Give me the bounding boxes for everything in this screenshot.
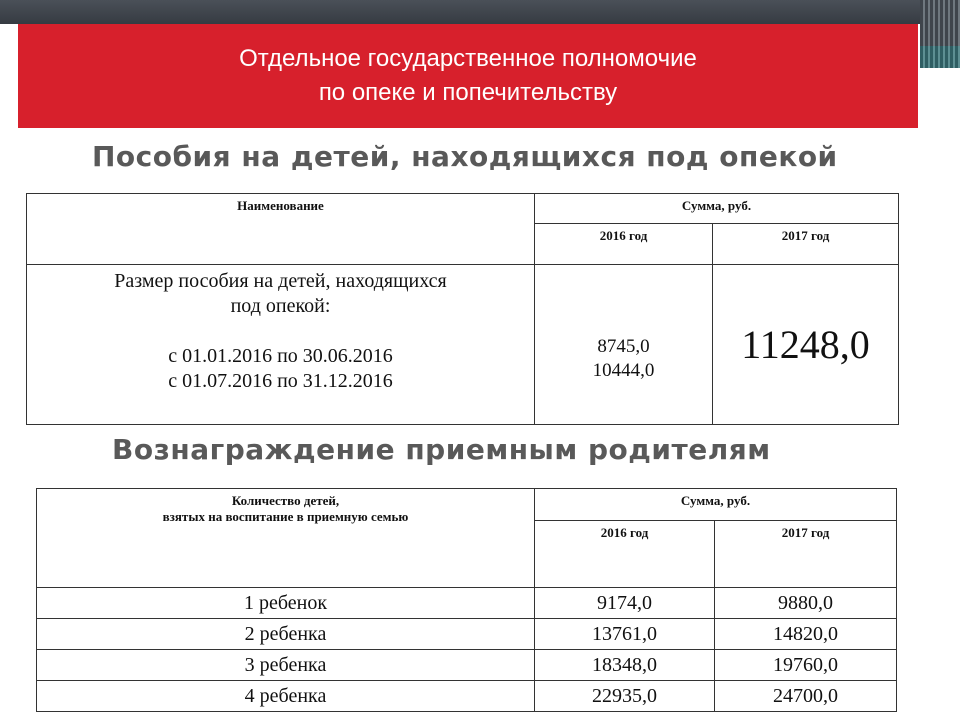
reward-heading: Вознаграждение приемным родителям <box>112 433 771 466</box>
value-2017: 11248,0 <box>713 265 899 425</box>
allowance-title-line1: Размер пособия на детей, находящихся <box>114 270 447 292</box>
allowance-table <box>26 193 899 425</box>
row-2017: 19760,0 <box>715 650 897 681</box>
slide-title-line1: Отдельное государственное полномочие <box>239 45 697 72</box>
table-row <box>37 681 897 712</box>
row-label: 4 ребенка <box>37 681 535 712</box>
reward-header-name <box>37 489 535 588</box>
reward-header-line2: взятых на воспитание в приемную семью <box>162 509 409 524</box>
reward-table <box>36 488 897 712</box>
value-2016-period2: 10444,0 <box>592 359 655 381</box>
row-2016: 18348,0 <box>535 650 715 681</box>
value-2016-period1: 8745,0 <box>597 335 650 357</box>
row-2017: 24700,0 <box>715 681 897 712</box>
row-2016: 13761,0 <box>535 619 715 650</box>
row-label: 2 ребенка <box>37 619 535 650</box>
reward-header-line1: Количество детей, <box>231 493 340 508</box>
table-row <box>37 588 897 619</box>
slide-title-line2: по опеке и попечительству <box>318 79 618 106</box>
corner-decoration-teal <box>920 46 960 68</box>
row-2017: 9880,0 <box>715 588 897 619</box>
header-2016: 2016 год <box>535 224 713 265</box>
reward-header-2016: 2016 год <box>535 520 715 587</box>
corner-decoration <box>920 0 960 68</box>
header-2017: 2017 год <box>713 224 899 265</box>
row-2016: 9174,0 <box>535 588 715 619</box>
row-label: 3 ребенка <box>37 650 535 681</box>
header-name: Наименование <box>27 194 535 265</box>
allowance-title-line2: под опекой: <box>230 295 331 317</box>
row-2017: 14820,0 <box>715 619 897 650</box>
allowance-heading: Пособия на детей, находящихся под опекой <box>92 140 838 173</box>
row-label: 1 ребенок <box>37 588 535 619</box>
slide-title <box>18 24 918 128</box>
allowance-2016-cell <box>535 265 713 425</box>
reward-header-2017: 2017 год <box>715 520 897 587</box>
row-2016: 22935,0 <box>535 681 715 712</box>
table-row <box>37 650 897 681</box>
period-2: с 01.07.2016 по 31.12.2016 <box>168 370 393 392</box>
period-1: с 01.01.2016 по 30.06.2016 <box>168 345 393 367</box>
reward-header-sum: Сумма, руб. <box>535 489 897 521</box>
top-bar <box>0 0 960 24</box>
header-sum: Сумма, руб. <box>535 194 899 224</box>
allowance-name-cell <box>27 265 535 425</box>
table-row <box>37 619 897 650</box>
